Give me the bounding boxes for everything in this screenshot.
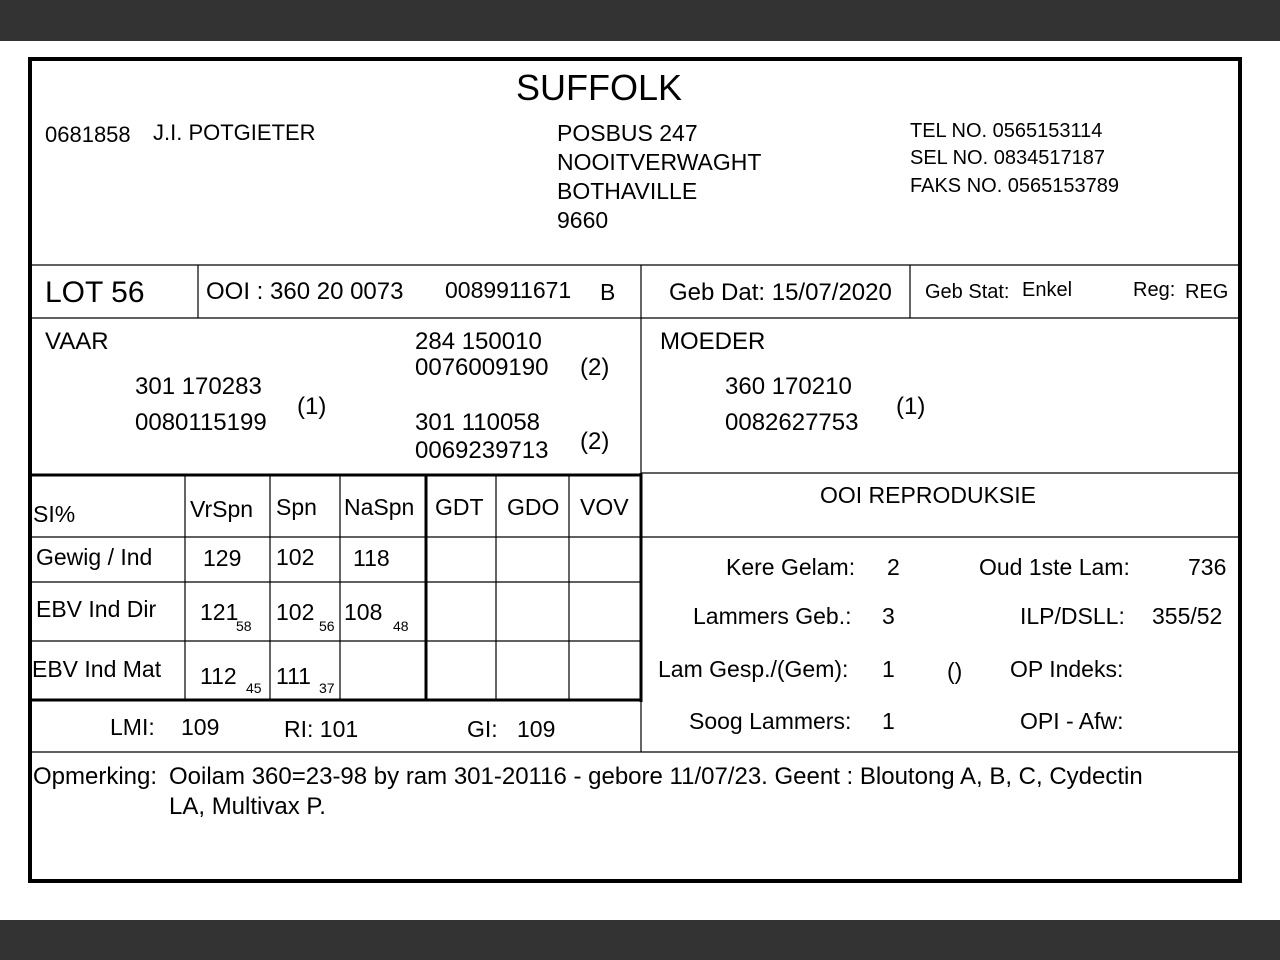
opi-deviation-label: OPI - Afw: xyxy=(1020,708,1124,734)
si-table-header: GDO xyxy=(507,494,560,520)
address-line: BOTHAVILLE xyxy=(557,178,698,204)
tel-number: TEL NO. 0565153114 xyxy=(910,120,1103,142)
si-row-label: EBV Ind Dir xyxy=(36,596,157,622)
grandsire-grade: (2) xyxy=(580,428,610,455)
remarks-text: LA, Multivax P. xyxy=(169,793,326,820)
birth-status-label: Geb Stat: xyxy=(925,281,1010,303)
si-table-header: GDT xyxy=(435,494,484,520)
si-cell: 129 xyxy=(203,545,242,571)
si-cell: 112 xyxy=(200,663,237,689)
registration-suffix: B xyxy=(600,279,616,305)
lmi-label: LMI: xyxy=(110,714,155,740)
birth-date: Geb Dat: 15/07/2020 xyxy=(669,279,892,306)
suckling-lambs-value: 1 xyxy=(882,708,895,734)
si-table-header: Spn xyxy=(276,494,317,520)
lambs-born-label: Lammers Geb.: xyxy=(693,603,852,629)
si-accuracy: 45 xyxy=(246,680,262,696)
sire-label: VAAR xyxy=(45,328,109,355)
lambs-weaned-label: Lam Gesp./(Gem): xyxy=(658,656,849,682)
si-cell: 118 xyxy=(353,545,390,571)
reproduction-title: OOI REPRODUKSIE xyxy=(820,482,1036,508)
grandsire-grade: (2) xyxy=(580,354,610,381)
lambs-weaned-value: 1 xyxy=(882,656,895,682)
grandsire-number: 0069239713 xyxy=(415,437,549,464)
owner-name: J.I. POTGIETER xyxy=(153,120,316,145)
faks-number: FAKS NO. 0565153789 xyxy=(910,175,1120,197)
remarks-text: Ooilam 360=23-98 by ram 301-20116 - gebore 11/07/23. Geent : Bloutong A, B, C, Cydectin xyxy=(169,763,1143,790)
si-accuracy: 37 xyxy=(319,680,335,696)
si-accuracy: 58 xyxy=(236,618,252,634)
dam-number: 0082627753 xyxy=(725,409,859,436)
si-row-label: Gewig / Ind xyxy=(36,544,153,570)
kere-gelam-value: 2 xyxy=(887,554,900,580)
first-lamb-age-label: Oud 1ste Lam: xyxy=(979,554,1130,580)
dam-label: MOEDER xyxy=(660,328,766,355)
si-table-header: VrSpn xyxy=(190,496,254,522)
birth-status-value: Enkel xyxy=(1022,279,1073,301)
lot-number: LOT 56 xyxy=(45,276,145,309)
si-cell: 102 xyxy=(276,544,315,570)
grandsire-id: 301 110058 xyxy=(415,409,541,436)
sire-number: 0080115199 xyxy=(135,409,267,436)
reg-value: REG xyxy=(1185,281,1229,303)
ri-value: RI: 101 xyxy=(284,716,359,742)
address-line: POSBUS 247 xyxy=(557,120,698,146)
grandsire-number: 0076009190 xyxy=(415,354,549,381)
sel-number: SEL NO. 0834517187 xyxy=(910,147,1105,169)
registration-number: 0089911671 xyxy=(445,277,572,303)
si-cell: 102 xyxy=(276,599,315,625)
ewe-id: OOI : 360 20 0073 xyxy=(206,278,404,305)
address-line: 9660 xyxy=(557,207,609,233)
remarks-label: Opmerking: xyxy=(33,763,158,790)
ilp-dsll-label: ILP/DSLL: xyxy=(1020,603,1125,629)
gi-label: GI: xyxy=(467,716,498,742)
si-table-header: SI% xyxy=(33,501,76,527)
lambs-weaned-average: () xyxy=(947,658,963,684)
si-cell: 108 xyxy=(344,599,383,625)
suckling-lambs-label: Soog Lammers: xyxy=(689,708,852,734)
si-accuracy: 48 xyxy=(393,618,409,634)
breed-title: SUFFOLK xyxy=(516,67,683,108)
reg-label: Reg: xyxy=(1133,279,1176,301)
sire-grade: (1) xyxy=(297,393,327,420)
first-lamb-age-value: 736 xyxy=(1188,554,1227,580)
grandsire-id: 284 150010 xyxy=(415,328,542,355)
kere-gelam-label: Kere Gelam: xyxy=(726,554,856,580)
si-cell: 121 xyxy=(200,599,239,625)
op-index-label: OP Indeks: xyxy=(1010,656,1124,682)
dam-id: 360 170210 xyxy=(725,373,852,400)
si-cell: 111 xyxy=(276,663,311,689)
lmi-value: 109 xyxy=(181,714,220,740)
sire-id: 301 170283 xyxy=(135,373,262,400)
si-table-header: VOV xyxy=(580,494,629,520)
ilp-dsll-value: 355/52 xyxy=(1152,603,1223,629)
lambs-born-value: 3 xyxy=(882,603,895,629)
address-line: NOOITVERWAGHT xyxy=(557,149,762,175)
gi-value: 109 xyxy=(517,716,556,742)
si-row-label: EBV Ind Mat xyxy=(32,656,162,682)
si-accuracy: 56 xyxy=(319,618,335,634)
owner-id: 0681858 xyxy=(45,122,131,147)
dam-grade: (1) xyxy=(896,393,926,420)
si-table-header: NaSpn xyxy=(344,494,415,520)
